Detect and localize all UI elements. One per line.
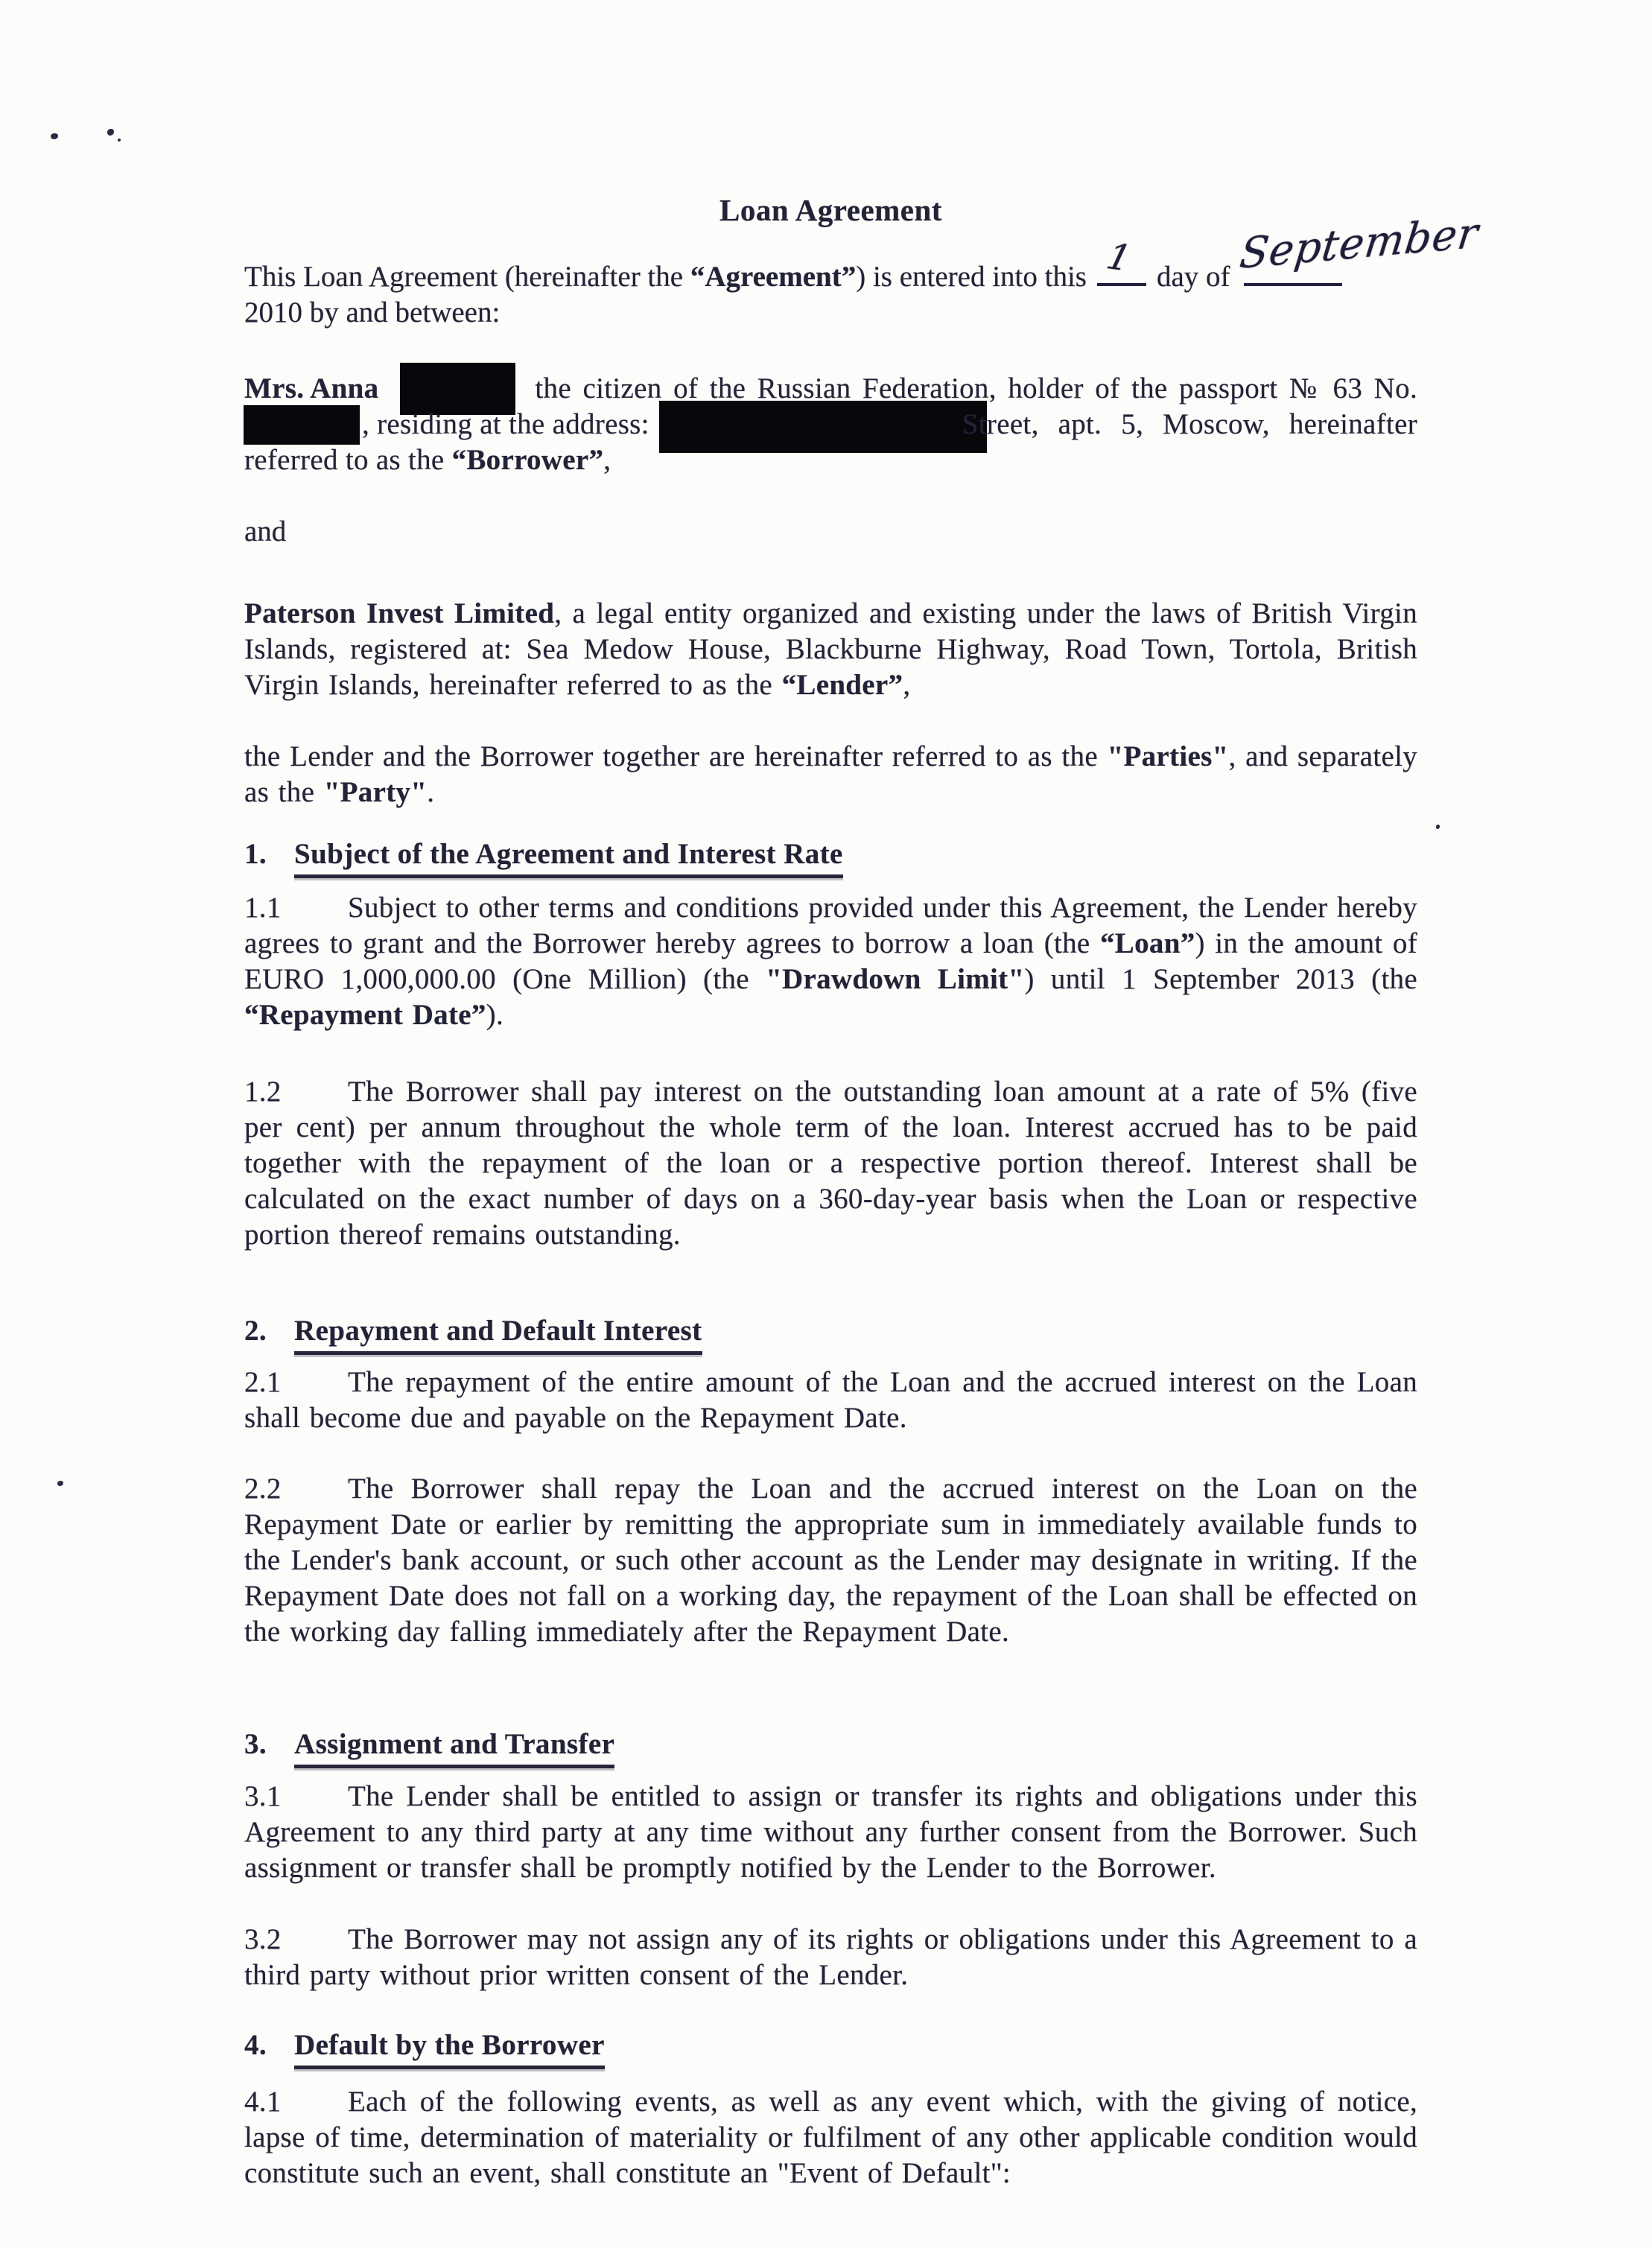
clause-number: 2.2 bbox=[244, 1473, 282, 1505]
borrower-paragraph bbox=[244, 371, 1417, 478]
clause-4-1: 4.1 Each of the following events, as well as any event which, with the giving of notice, lapse of time, determination of materiality or fulfilment of any other applicable condition would constitute such an event, shall constitute an "Event of Default": bbox=[244, 2086, 1417, 2189]
intro-paragraph bbox=[244, 209, 1481, 331]
borrower-term: “Borrower” bbox=[451, 444, 604, 476]
section-3-title: Assignment and Transfer bbox=[294, 1727, 614, 1768]
intro-line-2: 2010 by and between: bbox=[244, 296, 501, 328]
clause-3-1: 3.1 The Lender shall be entitled to assign or transfer its rights and obligations under this Agreement to any third party at any time without any further consent from the Borrower. Such assignment or transfer shall be promptly notified by the Lender to the Borrower. bbox=[244, 1780, 1417, 1884]
borrower-address-label: , residing at the address: bbox=[362, 408, 649, 440]
scan-speck bbox=[1436, 825, 1440, 829]
conjunction-and: and bbox=[244, 515, 287, 547]
clause-number: 1.2 bbox=[244, 1076, 282, 1108]
intro-day-of: day of bbox=[1156, 261, 1230, 293]
clause-2-1: 2.1 The repayment of the entire amount of the Loan and the accrued interest on the Loan shall become due and payable on the Repayment Date. bbox=[244, 1366, 1417, 1434]
clause-2-2: 2.2 The Borrower shall repay the Loan and the accrued interest on the Loan on the Repayment Date or earlier by remitting the appropriate sum in immediately available funds to the Lender's bank account, or such other account as the Lender may designate in writing. If the Repayment Date does not fall on a working day, the repayment of the Loan shall be effected on the working day falling immediately after the Repayment Date. bbox=[244, 1473, 1417, 1648]
month-blank-line bbox=[1236, 209, 1481, 286]
borrower-line-1-text: the citizen of the Russian Federation, holder of the passport № 63 No. bbox=[535, 372, 1417, 404]
section-1-number: 1. bbox=[244, 838, 267, 870]
borrower-line-1 bbox=[244, 371, 1417, 407]
section-4-number: 4. bbox=[244, 2029, 267, 2061]
clause-number: 3.1 bbox=[244, 1780, 282, 1812]
section-2-number: 2. bbox=[244, 1315, 267, 1347]
agreement-term: “Agreement” bbox=[690, 261, 857, 293]
section-1-heading bbox=[244, 836, 1417, 878]
lender-paragraph: Paterson Invest Limited, a legal entity organized and existing under the laws of British Virgin Islands, registered at: Sea Medow House, Blackburne Highway, Road Town, Tortola, British Virgin Islands, hereinafter referred to as the “Lender”, bbox=[244, 597, 1417, 701]
scan-speck bbox=[107, 129, 114, 136]
scan-speck bbox=[57, 1481, 63, 1486]
clause-1-2: 1.2 The Borrower shall pay interest on the outstanding loan amount at a rate of 5% (five per cent) per annum throughout the whole term of the loan. Interest accrued has to be paid together with the repayment of the loan or a respective portion thereof. Interest shall be calculated on the exact number of days on a 360-day-year basis when the Loan or respective portion thereof remains outstanding. bbox=[244, 1076, 1417, 1251]
clause-1-1: 1.1 Subject to other terms and conditions provided under this Agreement, the Lender hereby agrees to grant and the Borrower hereby agrees to borrow a loan (the “Loan”) in the amount of EURO 1,000,000.00 (One Million) (the "Drawdown Limit") until 1 September 2013 (the “Repayment Date”). bbox=[244, 892, 1417, 1031]
section-3-heading bbox=[244, 1727, 1417, 1768]
loan-term: “Loan” bbox=[1100, 927, 1195, 959]
handwritten-month: September bbox=[1236, 209, 1481, 279]
scan-speck bbox=[51, 133, 58, 139]
clause-3-2: 3.2 The Borrower may not assign any of its rights or obligations under this Agreement to a third party without prior written consent of the Lender. bbox=[244, 1923, 1417, 1991]
handwritten-day: 1 bbox=[1102, 235, 1136, 280]
section-2-title: Repayment and Default Interest bbox=[294, 1313, 702, 1355]
intro-line-1 bbox=[244, 209, 1481, 295]
day-blank-line bbox=[1097, 235, 1146, 286]
clause-number: 3.2 bbox=[244, 1923, 282, 1955]
intro-text-pre: This Loan Agreement (hereinafter the “Agreement”) is entered into this bbox=[244, 261, 1087, 293]
repayment-date-term: “Repayment Date” bbox=[244, 999, 486, 1031]
section-3-number: 3. bbox=[244, 1728, 267, 1760]
lender-name: Paterson Invest Limited bbox=[244, 597, 555, 629]
parties-term: "Parties" bbox=[1107, 740, 1229, 772]
lender-term: “Lender” bbox=[781, 669, 903, 701]
section-1-title: Subject of the Agreement and Interest Rate bbox=[294, 836, 843, 878]
scan-speck bbox=[118, 139, 121, 142]
drawdown-limit-term: "Drawdown Limit" bbox=[766, 963, 1025, 995]
section-4-heading bbox=[244, 2028, 1417, 2069]
section-4-title: Default by the Borrower bbox=[294, 2028, 605, 2069]
clause-number: 2.1 bbox=[244, 1366, 282, 1398]
clause-number: 1.1 bbox=[244, 892, 282, 924]
clause-number: 4.1 bbox=[244, 2086, 282, 2118]
borrower-line-2-text: Street, apt. 5, Moscow, hereinafter bbox=[962, 408, 1417, 440]
borrower-name: Mrs. Anna bbox=[244, 372, 379, 404]
document-title: Loan Agreement bbox=[719, 193, 942, 227]
section-2-heading bbox=[244, 1313, 1417, 1355]
party-term: "Party" bbox=[323, 776, 428, 808]
borrower-line-3: referred to as the “Borrower”, bbox=[244, 444, 611, 476]
parties-paragraph: the Lender and the Borrower together are hereinafter referred to as the "Parties", and separately as the "Party". bbox=[244, 740, 1418, 808]
borrower-line-2 bbox=[244, 407, 1417, 442]
